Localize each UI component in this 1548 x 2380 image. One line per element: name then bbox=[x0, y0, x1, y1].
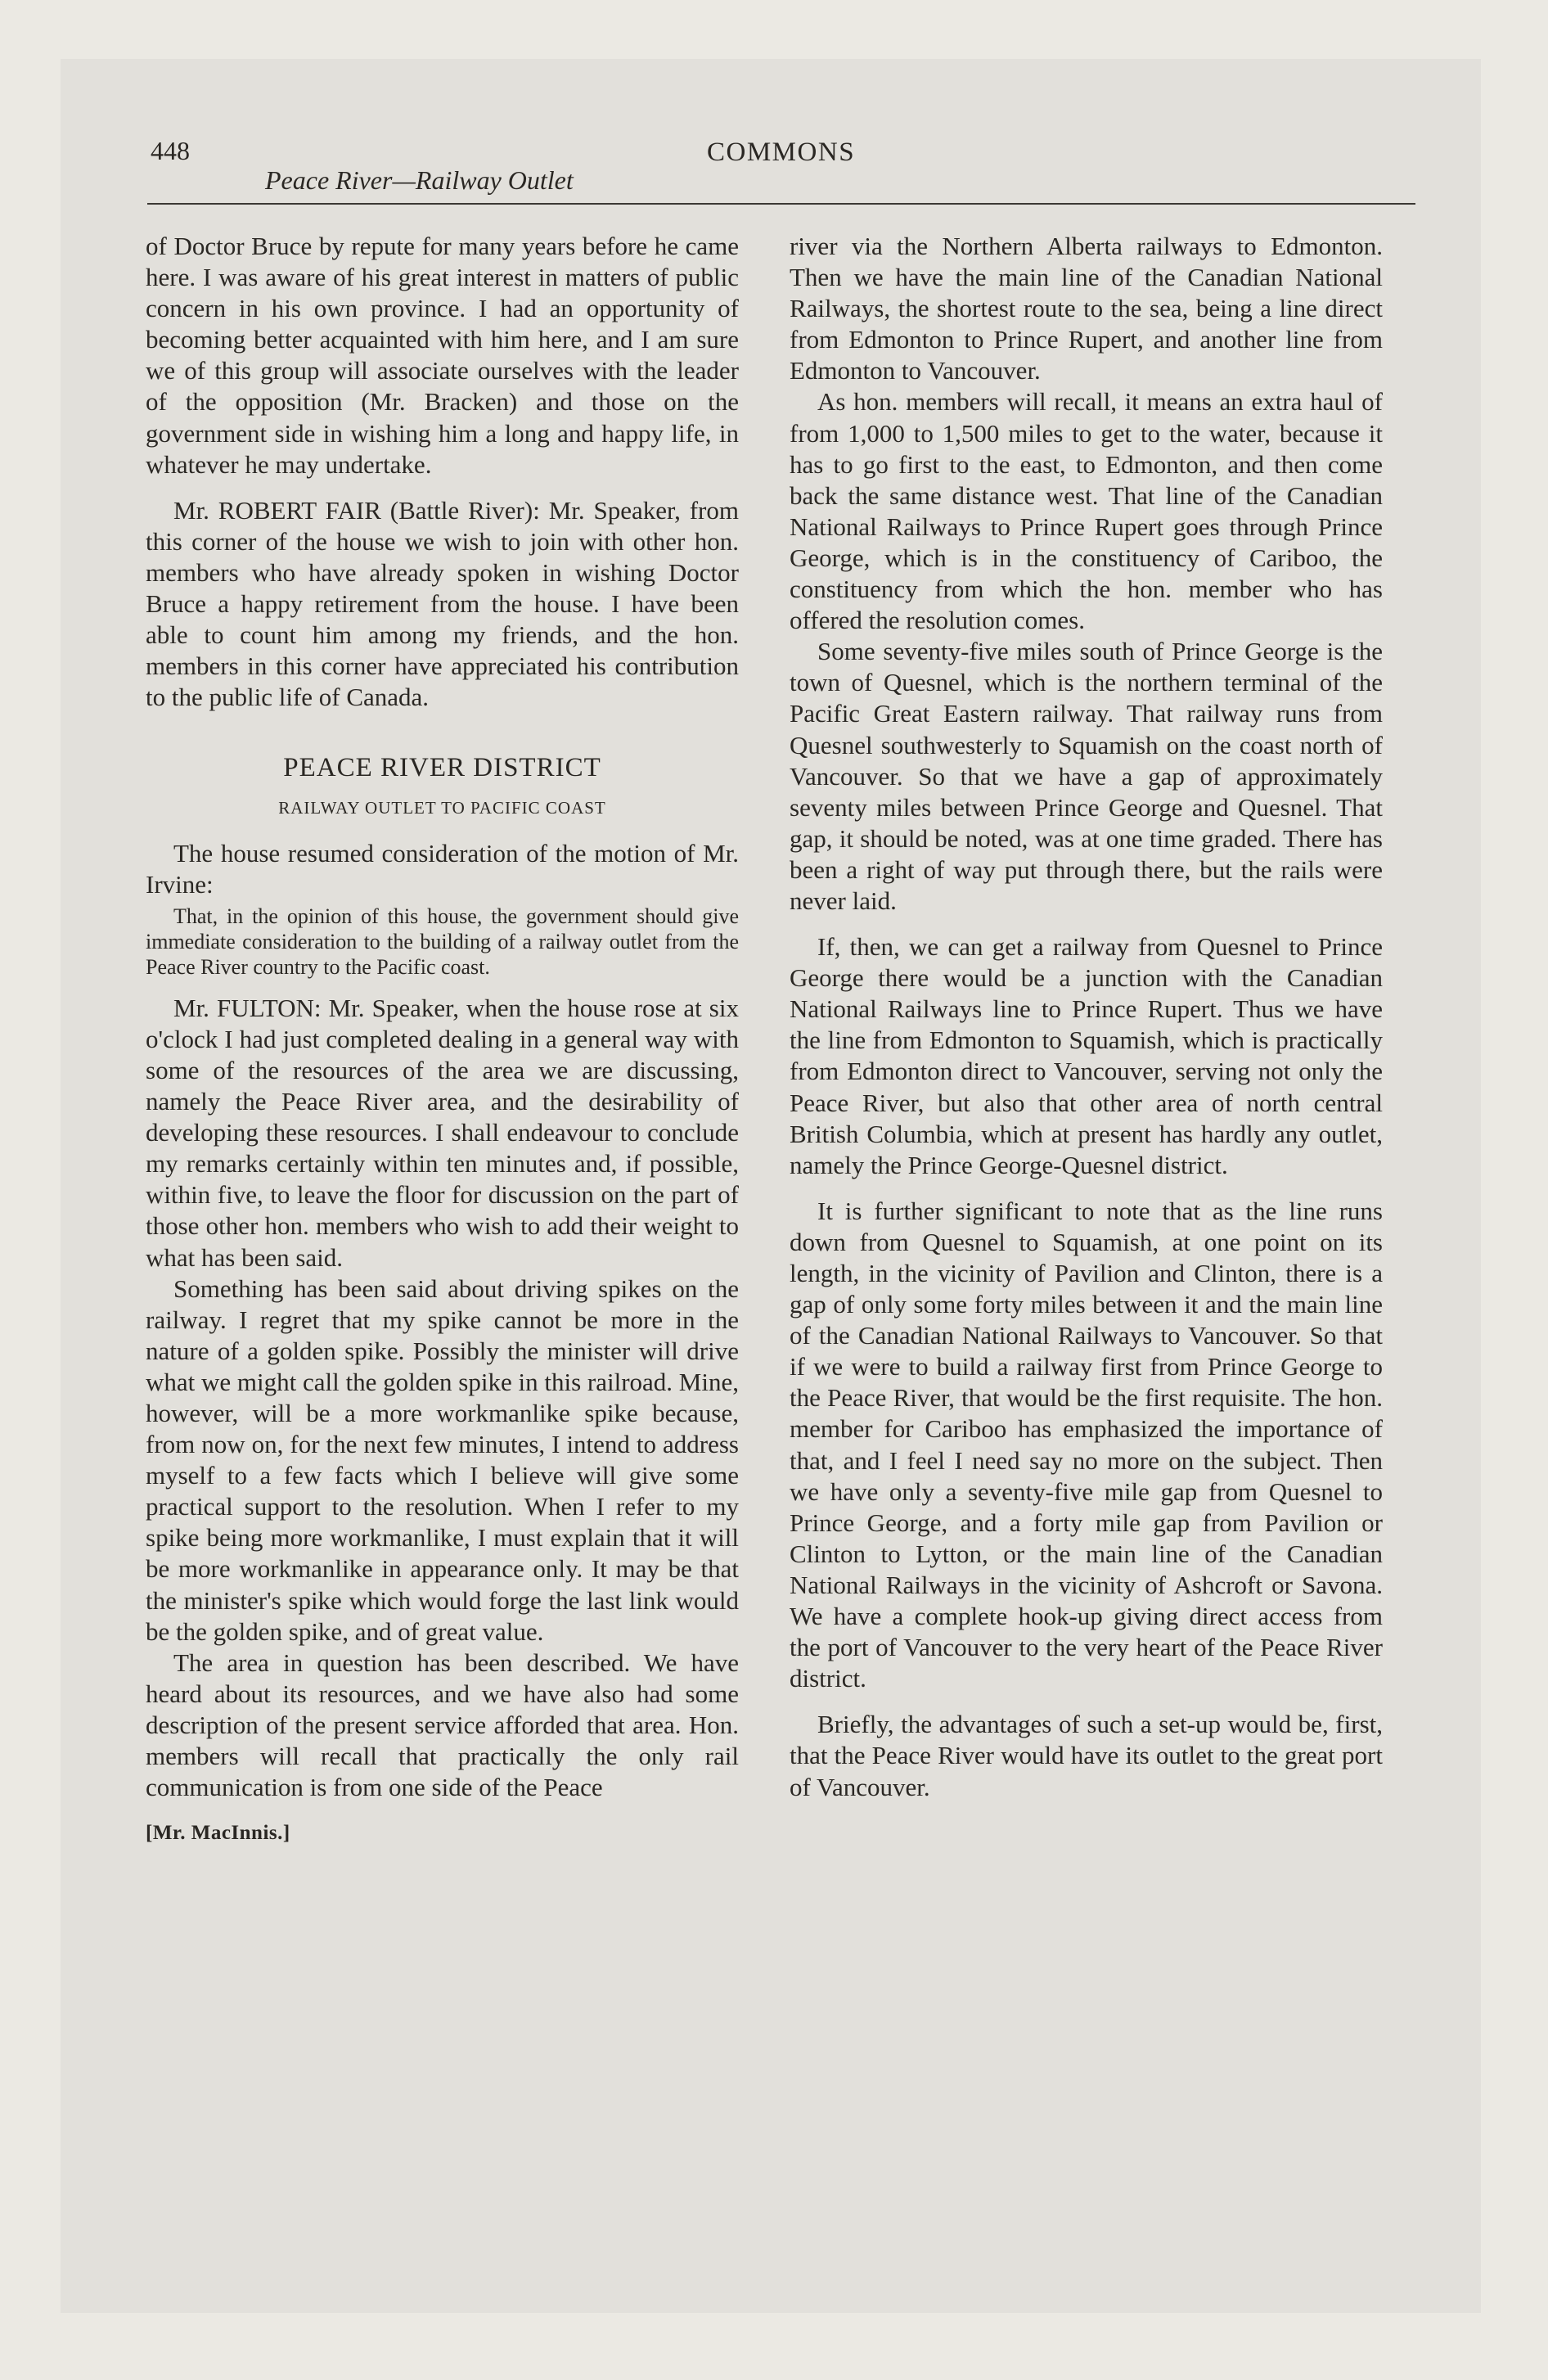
paragraph: Some seventy-five miles south of Prince George is the town of Quesnel, which is the northern terminal of the Pacific Great Eastern railway. That railway runs from Quesnel southwesterly to Squamish on the coast north of Vancouver. So that we have a gap of approximately seventy miles between Prince George and Quesnel. That gap, it should be noted, was at one time graded. There has been a right of way put through there, but the rails were never laid. bbox=[790, 637, 1383, 915]
paragraph: The house resumed consideration of the motion of Mr. Irvine: bbox=[146, 838, 739, 899]
paragraph: It is further significant to note that as the line runs down from Quesnel to Squamish, at one point on its length, in the vicinity of Pavilion and Clinton, there is a gap of only some forty miles between it and the main line of the Canadian National Railways to Vancouver. So that if we were to build a railway first from Prince George to the Peace River, that would be the first requisite. The hon. member for Cariboo has emphasized the importance of that, and I feel I need say no more on the subject. Then we have only a seventy-five mile gap from Quesnel to Prince George, and a forty mile gap from Pavilion or Clinton to Lytton, or the main line of the Canadian National Railways in the vicinity of Ashcroft or Savona. We have a complete hook-up giving direct access from the port of Vancouver to the very heart of the Peace River district. bbox=[790, 1196, 1383, 1693]
section-heading: PEACE RIVER DISTRICT bbox=[283, 753, 601, 783]
paragraph: Something has been said about driving spikes on the railway. I regret that my spike cannot be more in the nature of a golden spike. Possibly the minister will drive what we might call the golden spike in this railroad. Mine, however, will be a more workmanlike spike because, from now on, for the next few minutes, I intend to address myself to a few facts which I believe will give some practical support to the resolution. When I refer to my spike being more workmanlike, I must explain that it will be more workmanlike in appearance only. It may be that the minister's spike which would forge the last link would be the golden spike, and of great value. bbox=[146, 1273, 739, 1646]
paragraph: Briefly, the advantages of such a set-up would be, first, that the Peace River would have its outlet to the great port of Vancouver. bbox=[790, 1710, 1383, 1801]
section-subheading: RAILWAY OUTLET TO PACIFIC COAST bbox=[278, 797, 606, 818]
page-number: 448 bbox=[151, 136, 190, 165]
speaker-attribution: [Mr. MacInnis.] bbox=[146, 1822, 290, 1845]
section-title: COMMONS bbox=[707, 137, 856, 167]
right-column bbox=[790, 231, 1383, 1803]
left-column bbox=[146, 231, 739, 1849]
paragraph: As hon. members will recall, it means an extra haul of from 1,000 to 1,500 miles to get to the water, because it has to go first to the east, to Edmonton, and then come back the same distance west. That line of the Canadian National Railways to Prince Rupert goes through Prince George, which is in the constituency of Cariboo, the constituency from which the hon. member who has offered the resolution comes. bbox=[790, 387, 1383, 635]
page-header bbox=[85, 123, 1414, 213]
paragraph: of Doctor Bruce by repute for many years before he came here. I was aware of his great interest in matters of public concern in his own province. I had an opportunity of becoming better acquainted with him here, and I am sure we of this group will associate ourselves with the leader of the opposition (Mr. Bracken) and those on the government side in wishing him a long and happy life, in whatever he may undertake. bbox=[146, 232, 739, 479]
paragraph: Mr. ROBERT FAIR (Battle River): Mr. Speaker, from this corner of the house we wish to join with other hon. members who have already spoken in wishing Doctor Bruce a happy retirement from the house. I have been able to count him among my friends, and the hon. members in this corner have appreciated his contribution to the public life of Canada. bbox=[146, 495, 739, 712]
running-head: Peace River—Railway Outlet bbox=[265, 165, 574, 195]
paragraph: river via the Northern Alberta railways to Edmonton. Then we have the main line of the Canadian National Railways, the shortest route to the sea, being a line direct from Edmonton to Prince Rupert, and another line from Edmonton to Vancouver. bbox=[790, 232, 1383, 385]
paragraph: Mr. FULTON: Mr. Speaker, when the house rose at six o'clock I had just completed dealing in a general way with some of the resources of the area we are discussing, namely the Peace River area, and the desirability of developing these resources. I shall endeavour to conclude my remarks certainly within ten minutes and, if possible, within five, to leave the floor for discussion on the part of those other hon. members who wish to add their weight to what has been said. bbox=[146, 993, 739, 1272]
paragraph: If, then, we can get a railway from Quesnel to Prince George there would be a junction with the Canadian National Railways line to Prince Rupert. Thus we have the line from Edmonton to Squamish, which is practically from Edmonton direct to Vancouver, serving not only the Peace River, but also that other area of north central British Columbia, which at present has hardly any outlet, namely the Prince George-Quesnel district. bbox=[790, 932, 1383, 1179]
header-rule bbox=[147, 203, 1415, 205]
paragraph: The area in question has been described. We have heard about its resources, and we have also had some description of the present service afforded that area. Hon. members will recall that practically the only rail communication is from one side of the Peace bbox=[146, 1648, 739, 1802]
motion-quote: That, in the opinion of this house, the government should give immediate consideration to the building of a railway outlet from the Peace River country to the Pacific coast. bbox=[146, 904, 739, 979]
